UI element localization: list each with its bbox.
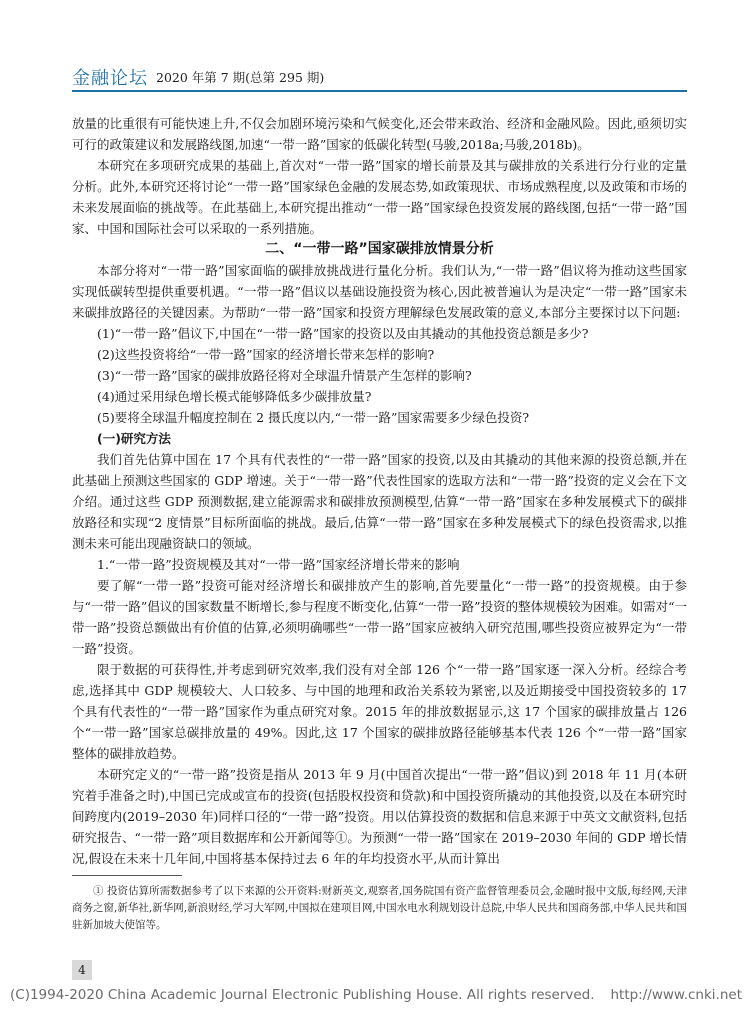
- question-5: (5)要将全球温升幅度控制在 2 摄氏度以内,“一带一路”国家需要多少绿色投资?: [97, 410, 530, 425]
- paragraph-methods: 我们首先估算中国在 17 个具有代表性的“一带一路”国家的投资,以及由其撬动的其他来源的投资总额,并在此基础上预测这些国家的 GDP 增速。关于“一带一路”代表性国家的选取方法和“一带一路”投资的定义会在下文介绍。通过这些 GDP 预测数据,建立能源需求和碳排放预测模型,估算“一带一路”国家在多种发展模式下的碳排放路径和实现“2 度情景”目标所面临的挑战。最后,估算“一带一路”国家在多种发展模式下的绿色投资需求,以推测未来可能出现融资缺口的领域。: [72, 452, 687, 551]
- paragraph-country-selection: 限于数据的可获得性,并考虑到研究效率,我们没有对全部 126 个“一带一路”国家逐一深入分析。经综合考虑,选择其中 GDP 规模较大、人口较多、与中国的地理和政治关系较为紧密,以及近期接受中国投资较多的 17 个具有代表性的“一带一路”国家作为重点研究对象。2015 年的排放数据显示,这 17 个国家的碳排放量占 126 个“一带一路”国家总碳排放量的 49%。因此,这 17 个国家的碳排放路径能够基本代表 126 个“一带一路”国家整体的碳排放趋势。: [72, 662, 687, 761]
- copyright-text: (C)1994-2020 China Academic Journal Electronic Publishing House. All rights reserved.: [10, 987, 595, 1003]
- article-body: [72, 113, 687, 869]
- subsubsection-heading: 1.“一带一路”投资规模及其对“一带一路”国家经济增长带来的影响: [97, 557, 460, 572]
- paragraph-investment-definition: 本研究定义的“一带一路”投资是指从 2013 年 9 月(中国首次提出“一带一路”倡议)到 2018 年 11 月(本研究着手准备之时),中国已完成或宣布的投资(包括股权投资和贷款)和中国投资所撬动的其他投资,以及在本研究时间跨度内(2019–2030 年)同样口径的“一带一路”投资。用以估算投资的数据和信息来源于中英文文献资料,包括研究报告、“一带一路”项目数据库和公开新闻等①。为预测“一带一路”国家在 2019–2030 年间的 GDP 增长情况,假设在未来十几年间,中国将基本保持过去 6 年的年均投资水平,从而计算出: [72, 767, 687, 866]
- copyright-url[interactable]: http://www.cnki.net: [610, 987, 742, 1003]
- paragraph-continued: 放量的比重很有可能快速上升,不仅会加剧环境污染和气候变化,还会带来政治、经济和金融风险。因此,亟须切实可行的政策建议和发展路线图,加速“一带一路”国家的低碳化转型(马骏,2018a;马骏,2018b)。: [72, 116, 687, 152]
- question-2: (2)这些投资将给“一带一路”国家的经济增长带来怎样的影响?: [97, 347, 435, 362]
- question-1: (1)“一带一路”倡议下,中国在“一带一路”国家的投资以及由其撬动的其他投资总额是多少?: [97, 326, 589, 341]
- journal-name: 金融论坛: [72, 68, 148, 89]
- paragraph-section-intro: 本部分将对“一带一路”国家面临的碳排放挑战进行量化分析。我们认为,“一带一路”倡议将为推动这些国家实现低碳转型提供重要机遇。“一带一路”倡议以基础设施投资为核心,因此被普遍认为是决定“一带一路”国家未来碳排放路径的关键因素。为帮助“一带一路”国家和投资方理解绿色发展政策的意义,本部分主要探讨以下问题:: [72, 263, 687, 320]
- subsection-heading: (一)研究方法: [97, 431, 171, 446]
- header-rule: [72, 90, 687, 92]
- footnote-rule: [72, 875, 182, 876]
- section-heading: 二、“一带一路”国家碳排放情景分析: [265, 241, 494, 257]
- paragraph-investment-scale: 要了解“一带一路”投资可能对经济增长和碳排放产生的影响,首先要量化“一带一路”的投资规模。由于参与“一带一路”倡议的国家数量不断增长,参与程度不断变化,估算“一带一路”投资的整体规模较为困难。如需对“一带一路”投资总额做出有价值的估算,必须明确哪些“一带一路”国家应被纳入研究范围,哪些投资应被界定为“一带一路”投资。: [72, 578, 687, 656]
- running-header: [72, 64, 687, 88]
- question-4: (4)通过采用绿色增长模式能够降低多少碳排放量?: [97, 389, 372, 404]
- question-3: (3)“一带一路”国家的碳排放路径将对全球温升情景产生怎样的影响?: [97, 368, 472, 383]
- issue-info: 2020 年第 7 期(总第 295 期): [156, 70, 325, 85]
- paragraph-intro: 本研究在多项研究成果的基础上,首次对“一带一路”国家的增长前景及其与碳排放的关系进行分行业的定量分析。此外,本研究还将讨论“一带一路”国家绿色金融的发展态势,如政策现状、市场成熟程度,以及政策和市场的未来发展面临的挑战等。在此基础上,本研究提出推动“一带一路”国家绿色投资发展的路线图,包括“一带一路”国家、中国和国际社会可以采取的一系列措施。: [72, 158, 687, 236]
- copyright-bar: [10, 987, 750, 1003]
- page-number: 4: [72, 960, 92, 980]
- footnote: ① 投资估算所需数据参考了以下来源的公开资料:财新英文,观察者,国务院国有资产监督管理委员会,金融时报中文版,每经网,天津商务之窗,新华社,新华网,新浪财经,学习大军网,中国拟在建项目网,中国水电水利规划设计总院,中华人民共和国商务部,中华人民共和国驻新加坡大使馆等。: [72, 885, 687, 931]
